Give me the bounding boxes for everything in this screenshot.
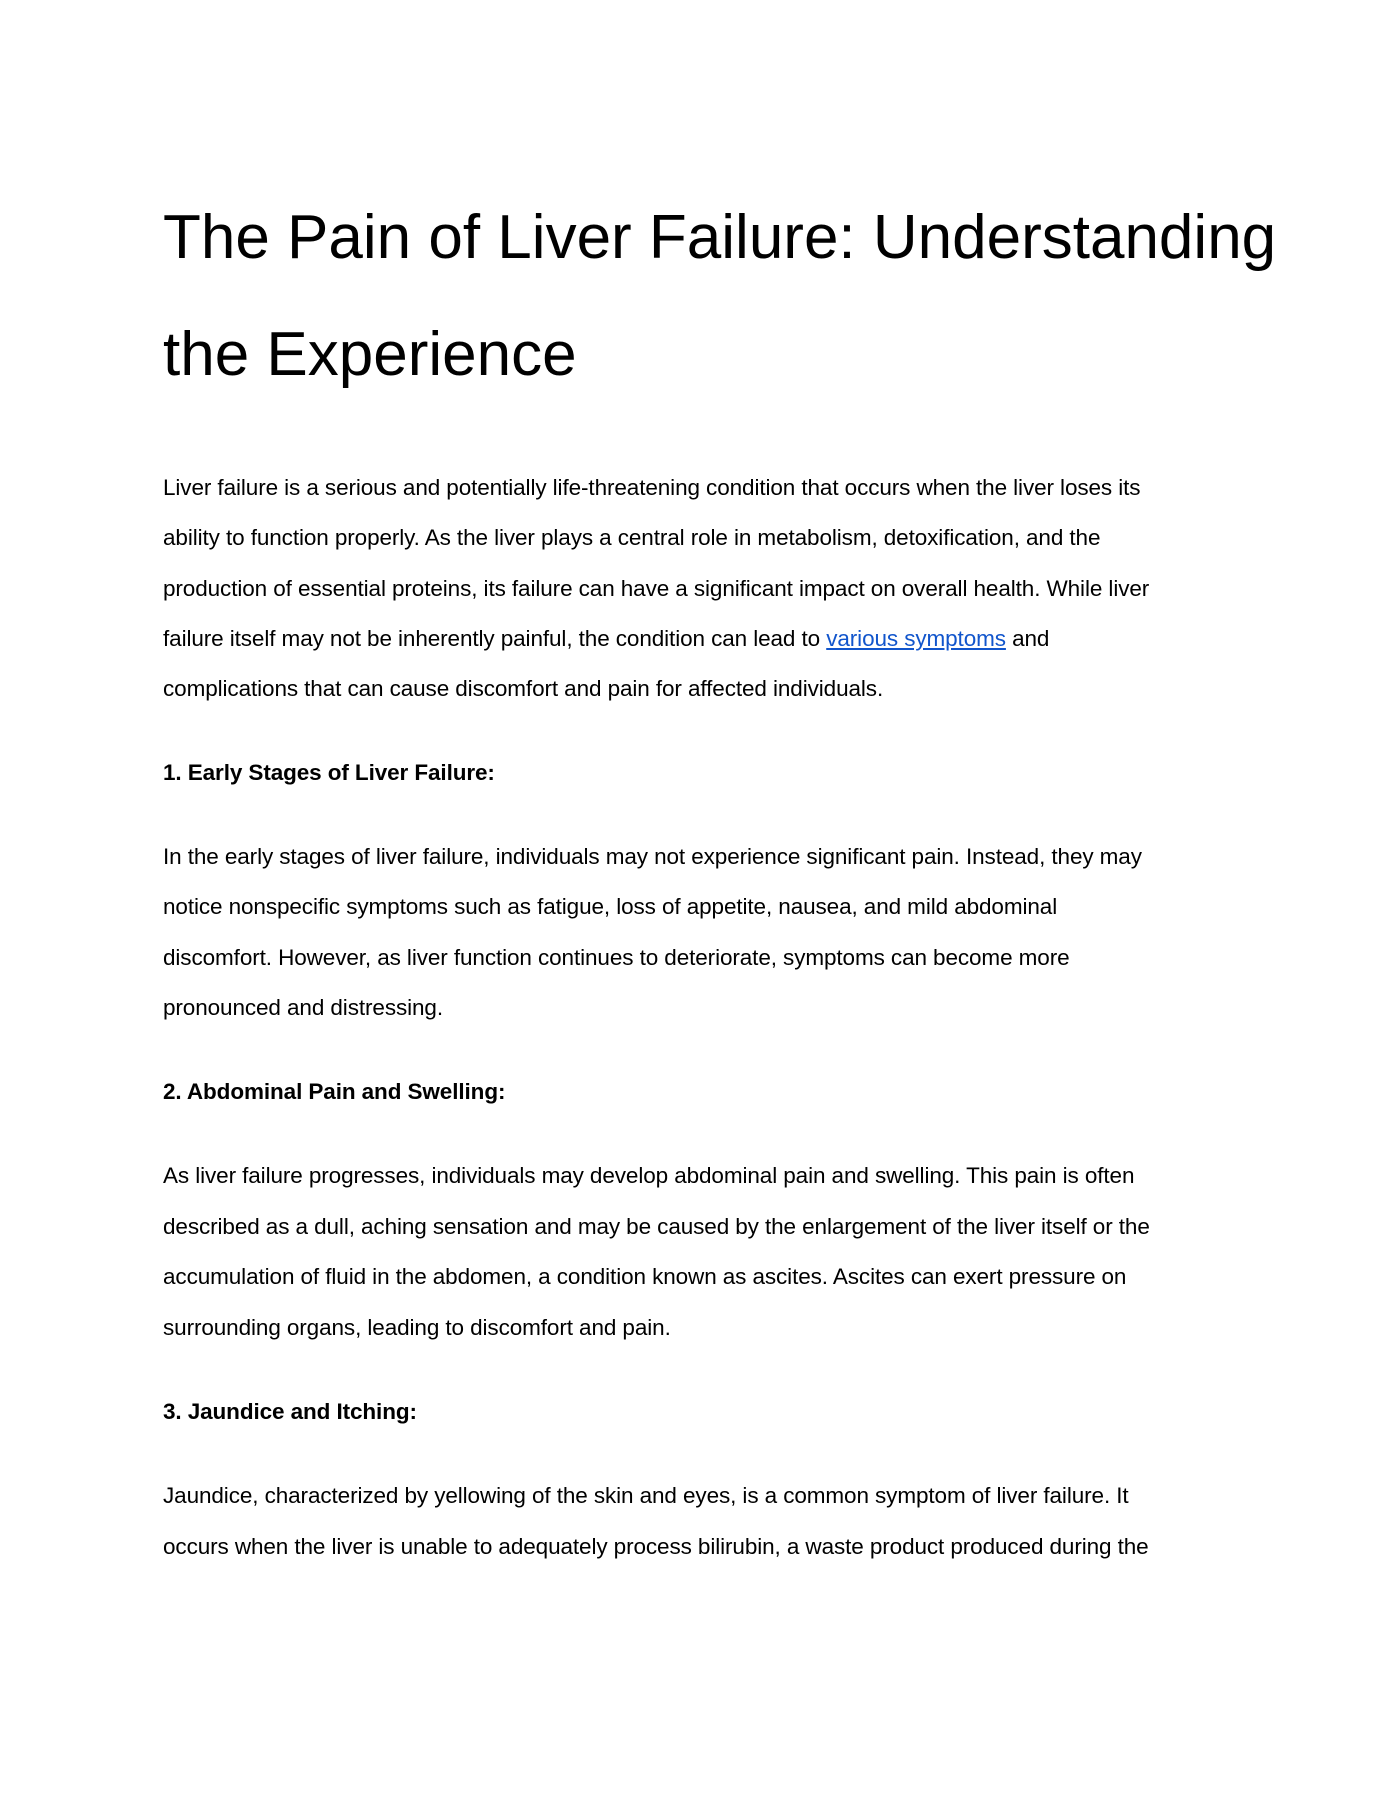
paragraph-line: occurs when the liver is unable to adequately process bilirubin, a waste product produced during the [163,1534,1149,1559]
paragraph-line: pronounced and distressing. [163,995,443,1020]
page-title-line-2: the Experience [163,320,577,389]
paragraph-line: In the early stages of liver failure, individuals may not experience significant pain. Instead, they may [163,844,1142,869]
various-symptoms-link[interactable]: various symptoms [826,626,1006,651]
paragraph-line: notice nonspecific symptoms such as fatigue, loss of appetite, nausea, and mild abdominal [163,894,1058,919]
section-heading: 2. Abdominal Pain and Swelling: [163,1079,506,1104]
section-heading: 3. Jaundice and Itching: [163,1399,417,1424]
paragraph-line: As liver failure progresses, individuals may develop abdominal pain and swelling. This pain is often [163,1163,1135,1188]
paragraph-line: surrounding organs, leading to discomfort and pain. [163,1315,671,1340]
intro-line: complications that can cause discomfort and pain for affected individuals. [163,676,884,701]
intro-text: failure itself may not be inherently painful, the condition can lead to [163,626,827,651]
paragraph-line: described as a dull, aching sensation and may be caused by the enlargement of the liver itself or the [163,1214,1150,1239]
intro-line: Liver failure is a serious and potentially life-threatening condition that occurs when the liver loses its [163,475,1141,500]
paragraph-line: discomfort. However, as liver function continues to deteriorate, symptoms can become more [163,945,1070,970]
paragraph-line: accumulation of fluid in the abdomen, a condition known as ascites. Ascites can exert pressure on [163,1264,1127,1289]
section-heading: 1. Early Stages of Liver Failure: [163,760,495,785]
page-title-line-1: The Pain of Liver Failure: Understanding [163,203,1277,272]
intro-line: ability to function properly. As the liver plays a central role in metabolism, detoxification, and the [163,525,1101,550]
paragraph-line: Jaundice, characterized by yellowing of the skin and eyes, is a common symptom of liver failure. It [163,1483,1129,1508]
intro-text: and [1005,626,1050,651]
intro-line: production of essential proteins, its failure can have a significant impact on overall health. While liver [163,576,1150,601]
intro-line [163,614,1049,664]
